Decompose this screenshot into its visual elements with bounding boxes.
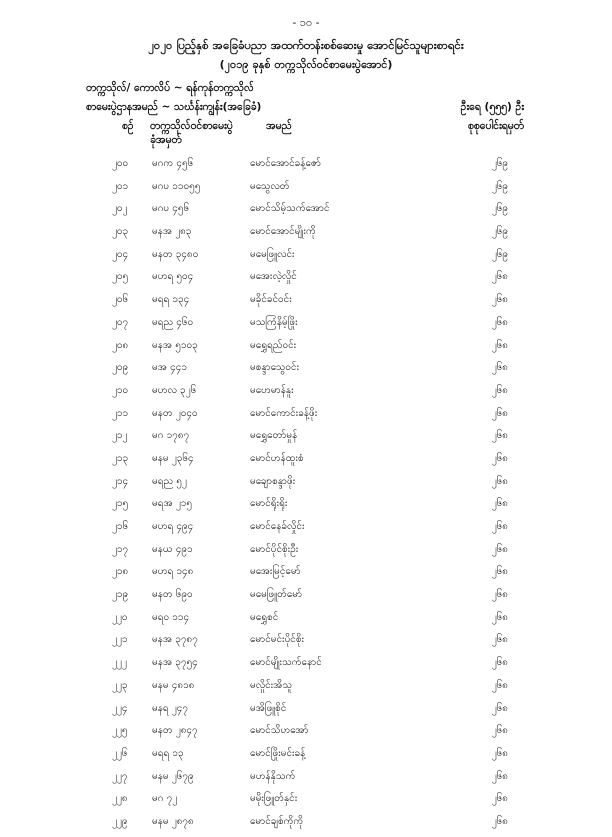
student-name: မချောစန္ဒာဖိုး: [250, 475, 296, 487]
roll-number: မဟရ ၅၀၄: [152, 271, 194, 283]
roll-number: မရည ၅၂: [152, 475, 187, 487]
table-row: [0, 587, 612, 610]
table-row: [0, 428, 612, 451]
table-row: [0, 360, 612, 383]
roll-number: မနမ ၂၈၇၈: [152, 815, 194, 827]
document-title: ၂၀၂၀ ပြည့်နှစ် အခြေခံပညာ အထက်တန်းစစ်ဆေးမှု အောင်မြင်သူများစာရင်း: [148, 38, 464, 52]
row-number: ၂၁၄: [112, 475, 129, 487]
column-header-marks: စုစုပေါင်းရမှတ်: [467, 120, 524, 132]
row-number: ၂၁၈: [112, 566, 129, 578]
student-name: မောင်ပိုင်စိုးဦး: [250, 543, 299, 555]
student-name: မခိုင်ခင်ဝင်း: [250, 294, 292, 306]
roll-number: မနယ ၄၉၁: [152, 543, 193, 555]
table-row: [0, 678, 612, 701]
total-marks: ၂၆၈: [491, 747, 508, 759]
column-header-roll: ခုံအမှတ်: [150, 134, 182, 146]
student-name: မဟန်နိုသက်: [250, 770, 296, 782]
roll-number: မဂပ ၁၁၀၅၅: [152, 180, 201, 192]
row-number: ၂၀၄: [112, 248, 129, 260]
roll-number: မနမ ၄၈၁၈: [152, 679, 195, 691]
row-number: ၂၂၉: [112, 815, 128, 827]
table-row: [0, 315, 612, 338]
student-name: မောင်သိဟအော်: [250, 725, 309, 737]
row-number: ၂၂၈: [112, 793, 128, 805]
total-marks: ၂၆၈: [491, 815, 508, 827]
roll-number: မနတ ၆၉၀: [152, 589, 193, 601]
table-row: [0, 292, 612, 315]
total-marks: ၂၆၈: [491, 793, 508, 805]
total-marks: ၂၆၈: [491, 384, 508, 396]
total-marks: ၂၆၈: [491, 339, 508, 351]
student-name: မောင်ဟန်ထူးစံ: [250, 452, 304, 464]
total-marks: ၂၆၉: [491, 180, 508, 192]
row-number: ၂၀၈: [112, 339, 129, 351]
roll-number: မရည ၄၆၀: [152, 316, 194, 328]
roll-number: မအ ၄၄၁: [152, 362, 187, 374]
student-name: မရွှေရည်ဝင်း: [250, 339, 297, 351]
row-number: ၂၁၁: [112, 407, 129, 419]
table-row: [0, 224, 612, 247]
total-marks: ၂၆၉: [491, 248, 508, 260]
row-number: ၂၂၆: [112, 747, 128, 759]
roll-number: မဂက ၄၅၆: [152, 158, 194, 169]
row-number: ၂၀၀: [112, 158, 129, 169]
roll-number: မနတ ၂၀၄၀: [152, 407, 198, 419]
roll-number: မရရ ၁၃၄: [152, 294, 190, 306]
table-row: [0, 156, 612, 179]
table-row: [0, 269, 612, 292]
roll-number: မနမ ၂၆၇၉: [152, 770, 194, 782]
student-name: မောင်ချစ်ကိုကို: [250, 815, 304, 827]
student-name: မသွေလတ်: [250, 180, 290, 192]
student-name: မောင်နေခ်လှိုင်း: [250, 521, 305, 532]
total-marks: ၂၆၈: [491, 702, 508, 714]
roll-number: မရရ ၁၃: [152, 747, 184, 759]
roll-number: မနမ ၂၃၆၄: [152, 452, 194, 464]
column-header-name: အမည်: [266, 120, 292, 132]
total-marks: ၂၆၉: [491, 158, 508, 169]
table-row: [0, 474, 612, 497]
total-marks: ၂၆၈: [491, 294, 508, 306]
row-number: ၂၀၃: [112, 226, 129, 238]
student-name: မောင်အောင်ခန့်ဇော်: [250, 158, 321, 169]
roll-number: မဂ ၇၂: [152, 793, 178, 805]
total-marks: ၂၆၈: [491, 611, 508, 623]
column-header-school: တက္ကသိုလ်ဝင်စာမေးပွဲ: [150, 120, 233, 132]
row-number: ၂၂၃: [112, 679, 128, 691]
table-row: [0, 814, 612, 837]
table-row: [0, 701, 612, 724]
total-marks: ၂၆၈: [491, 452, 508, 464]
table-row: [0, 746, 612, 769]
table-row: [0, 247, 612, 270]
row-number: ၂၂၇: [112, 770, 128, 782]
total-marks: ၂၆၈: [491, 271, 508, 283]
table-row: [0, 769, 612, 792]
table-row: [0, 496, 612, 519]
student-name: မောင်အောင်မျိုးကို: [250, 226, 316, 238]
total-marks: ၂၆၈: [491, 362, 508, 374]
student-name: မရွှေတော်မှုန်: [250, 430, 298, 442]
student-name: မအေးမြင့်မော်: [250, 566, 301, 578]
column-header-no: စဉ်: [122, 120, 134, 132]
total-marks: ၂၆၈: [491, 679, 508, 691]
table-row: [0, 338, 612, 361]
student-name: မောင်မျိုးသက်နောင်: [250, 657, 322, 669]
total-marks: ၂၆၈: [491, 589, 508, 601]
row-number: ၂၀၇: [112, 316, 129, 328]
table-row: [0, 201, 612, 224]
total-marks: ၂၆၈: [491, 430, 508, 442]
roll-number: မဟရ ၁၄၈: [152, 566, 194, 578]
student-name: မလှိုင်းအိသူ: [250, 679, 293, 691]
student-name: မမိုးဖြူတ်နှင်း: [250, 793, 298, 805]
table-row: [0, 791, 612, 814]
row-number: ၂၂၁: [112, 634, 128, 646]
row-number: ၂၀၁: [112, 180, 129, 192]
roll-number: မရအ ၂၁၅: [152, 498, 192, 510]
student-name: မအေးလဲ့လှိုင်: [250, 271, 297, 283]
total-marks: ၂၆၈: [491, 407, 508, 419]
table-row: [0, 383, 612, 406]
total-marks: ၂၆၈: [491, 725, 508, 737]
total-marks: ၂၆၈: [491, 770, 508, 782]
student-name: မဟေမာန်နူး: [250, 384, 294, 396]
row-number: ၂၀၂: [112, 203, 128, 215]
table-row: [0, 406, 612, 429]
table-row: [0, 179, 612, 202]
total-marks: ၂၆၈: [491, 543, 508, 555]
row-number: ၂၂၂: [112, 657, 127, 669]
total-marks: ၂၆၈: [491, 498, 508, 510]
roll-number: မနအ ၃၇၅၄: [152, 657, 198, 669]
row-number: ၂၁၆: [112, 521, 129, 532]
roll-number: မနအ ၅၁၀၃: [152, 339, 198, 351]
roll-number: မဂ ၁၇၈၇: [152, 430, 190, 442]
total-marks: ၂၆၉: [491, 226, 508, 238]
row-number: ၂၂၄: [112, 702, 128, 714]
student-name: မသကြံနိမ့်ဖြိုး: [250, 316, 298, 328]
row-number: ၂၂၅: [112, 725, 128, 737]
roll-number: မနရ ၂၄၇: [152, 702, 188, 714]
roll-number: မနအ ၃၇၈၇: [152, 634, 198, 646]
page-number: - ၁၀ -: [292, 16, 320, 29]
row-number: ၂၂၀: [112, 611, 128, 623]
roll-number: မဂပ ၄၅၆: [152, 203, 190, 215]
table-row: [0, 564, 612, 587]
pass-count-label: ဦးရေ (၅၅၅) ဦး: [460, 101, 524, 113]
roll-number: မနတ ၃၄၈၀: [152, 248, 199, 260]
student-name: မစန္ဒာသွေဝင်း: [250, 362, 300, 374]
row-number: ၂၁၃: [112, 452, 129, 464]
total-marks: ၂၆၈: [491, 634, 508, 646]
row-number: ၂၀၉: [112, 362, 129, 374]
roll-number: မဟလ ၃၂၆: [152, 384, 197, 396]
total-marks: ၂၆၈: [491, 657, 508, 669]
student-name: မောင်ရိုးရိုး: [250, 498, 288, 510]
row-number: ၂၀၅: [112, 271, 129, 283]
student-name: မမေဖြူလင်း: [250, 248, 295, 260]
roll-number: မဟရ ၄၉၄: [152, 521, 194, 532]
student-name: မောင်ဖြိုးမင်းခန့်: [250, 747, 306, 759]
table-row: [0, 610, 612, 633]
results-table: [0, 156, 612, 837]
table-row: [0, 519, 612, 542]
university-label: တက္ကသိုလ်/ ကောလိပ် ~ ရန်ကုန်တက္ကသိုလ်: [86, 82, 254, 94]
student-name: မမေဖြူတ်မော်: [250, 589, 303, 601]
roll-number: မရဝ ၁၁၄: [152, 611, 190, 623]
row-number: ၂၁၅: [112, 498, 129, 510]
document-subtitle: (၂၀၁၉ ခုနှစ် တက္ကသိုလ်ဝင်စာမေးပွဲအောင်): [219, 58, 393, 71]
total-marks: ၂၆၈: [491, 475, 508, 487]
total-marks: ၂၆၈: [491, 566, 508, 578]
row-number: ၂၁၂: [112, 430, 128, 442]
exam-center-label: စာမေးပွဲဌာနအမည် ~ သင်္ဃန်းကျွန်း(အခြေခံ): [86, 101, 262, 113]
table-row: [0, 723, 612, 746]
roll-number: မနအ ၂၈၃: [152, 226, 192, 238]
table-row: [0, 655, 612, 678]
row-number: ၂၁၉: [112, 589, 129, 601]
row-number: ၂၁၀: [112, 384, 129, 396]
table-row: [0, 451, 612, 474]
student-name: မအိဖြူစိုင်: [250, 702, 287, 714]
total-marks: ၂၆၉: [491, 203, 508, 215]
total-marks: ၂၆၈: [491, 316, 508, 328]
student-name: မောင်သိမ့်သက်အောင်: [250, 203, 330, 215]
row-number: ၂၁၇: [112, 543, 129, 555]
table-row: [0, 632, 612, 655]
student-name: မရွှေစင်: [250, 611, 279, 623]
table-row: [0, 542, 612, 565]
row-number: ၂၀၆: [112, 294, 129, 306]
student-name: မောင်ကောင်းခန့်ဖိုး: [250, 407, 318, 419]
student-name: မောင်မင်းပိုင်စိုး: [250, 634, 305, 646]
roll-number: မနတ ၂၈၄၇: [152, 725, 198, 737]
total-marks: ၂၆၈: [491, 521, 508, 532]
